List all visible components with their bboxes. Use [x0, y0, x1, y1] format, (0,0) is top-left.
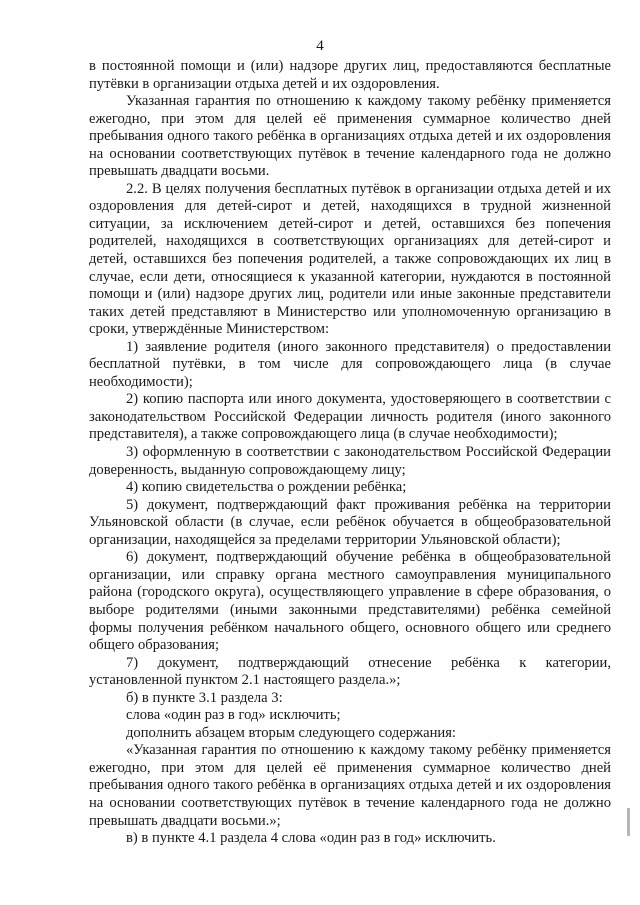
paragraph: 2.2. В целях получения бесплатных путёвок в организации отдыха детей и их оздоровления для детей-сирот и детей, находящихся в трудной жизненной ситуации, за исключением детей-сирот и детей, оставшихся без попечения родителей, находящихся в соответствующих организациях для детей-сирот и детей, оставшихся без попечения родителей, а также сопровождающих их лиц в случае, если дети, относящиеся к указанной категории, нуждаются в постоянной помощи и (или) надзоре других лиц, родители или иные законные представители таких детей представляют в Министерство или уполномоченную организацию в сроки, утверждённые Министерством:: [89, 180, 611, 338]
list-item: 7) документ, подтверждающий отнесение ребёнка к категории, установленной пунктом 2.1 настоящего раздела.»;: [89, 654, 611, 689]
paragraph: в постоянной помощи и (или) надзоре других лиц, предоставляются бесплатные путёвки в организации отдыха детей и их оздоровления.: [89, 58, 611, 92]
list-item: 6) документ, подтверждающий обучение ребёнка в общеобразовательной организации, или справку органа местного самоуправления муниципального района (городского округа), осуществляющего управление в сфере образования, о выборе родителями (иными законными представителями) ребёнка семейной формы получения ребёнком начального общего, основного общего или среднего общего образования;: [89, 549, 611, 654]
quoted-paragraph: «Указанная гарантия по отношению к каждому такому ребёнку применяется ежегодно, при этом для целей её применения суммарное количество дней пребывания одного такого ребёнка в организациях отдыха детей и их оздоровления на основании соответствующих путёвок в течение календарного года не должно превышать двадцати восьми.»;: [89, 742, 611, 829]
paragraph: в) в пункте 4.1 раздела 4 слова «один раз в год» исключить.: [126, 830, 496, 847]
paragraph: б) в пункте 3.1 раздела 3:: [126, 689, 283, 706]
list-item: 2) копию паспорта или иного документа, удостоверяющего в соответствии с законодательством Российской Федерации личность родителя (иного законного представителя), а также сопровождающего лица (в случае необходимости);: [89, 391, 611, 443]
scan-artifact: [627, 808, 630, 836]
list-item: 4) копию свидетельства о рождении ребёнка;: [126, 479, 407, 496]
document-body: [89, 58, 611, 848]
list-item: 3) оформленную в соответствии с законодательством Российской Федерации доверенность, выданную сопровождающему лицу;: [89, 444, 611, 478]
list-item: 1) заявление родителя (иного законного представителя) о предоставлении бесплатной путёвки, в том числе для сопровождающего лица (в случае необходимости);: [89, 338, 611, 390]
list-item: 5) документ, подтверждающий факт проживания ребёнка на территории Ульяновской области (в случае, если ребёнок обучается в общеобразовательной организации, находящейся за пределами территории Ульяновской области);: [89, 496, 611, 548]
paragraph: дополнить абзацем вторым следующего содержания:: [126, 724, 456, 741]
page-number: 4: [316, 38, 324, 54]
paragraph: Указанная гарантия по отношению к каждому такому ребёнку применяется ежегодно, при этом для целей её применения суммарное количество дней пребывания одного такого ребёнка в организациях отдыха детей и их оздоровления на основании соответствующих путёвок в течение календарного года не должно превышать двадцати восьми.: [89, 93, 611, 180]
paragraph: слова «один раз в год» исключить;: [126, 707, 341, 724]
